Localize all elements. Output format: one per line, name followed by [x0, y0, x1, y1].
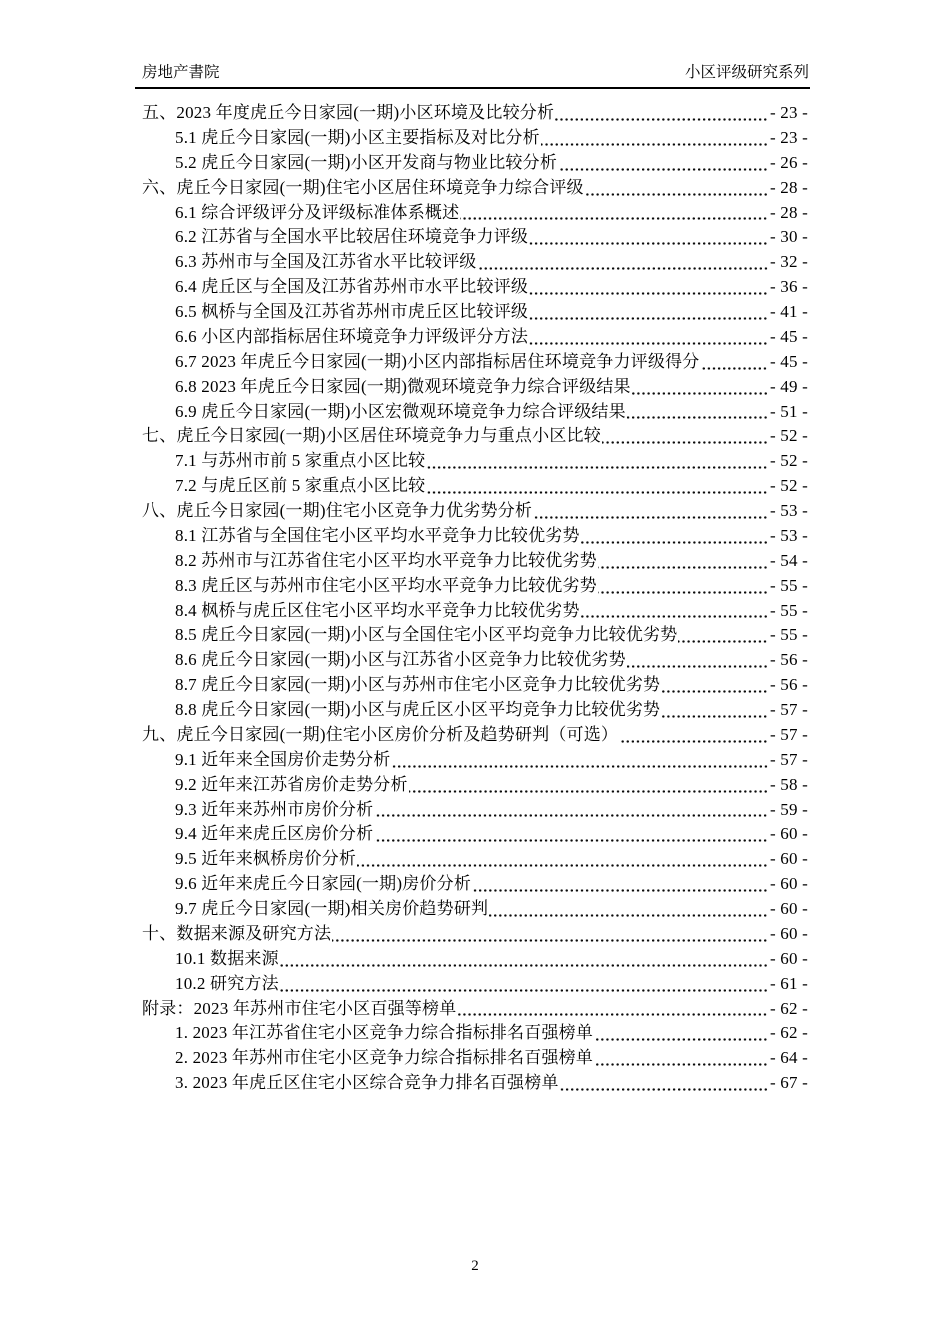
- toc-entry-label: 七、虎丘今日家园(一期)小区居住环境竞争力与重点小区比较: [142, 426, 601, 446]
- footer-page-number: 2: [471, 1258, 479, 1274]
- toc-entry-label: 十、数据来源及研究方法: [142, 923, 332, 943]
- toc-dot-leader: [529, 325, 768, 350]
- toc-entry-label: 5.1 虎丘今日家园(一期)小区主要指标及对比分析: [175, 127, 540, 147]
- toc-entry-label: 2. 2023 年苏州市住宅小区竞争力综合指标排名百强榜单: [175, 1048, 594, 1068]
- toc-entry[interactable]: [142, 499, 808, 524]
- toc-entry-label: 8.3 虎丘区与苏州市住宅小区平均水平竞争力比较优劣势: [175, 575, 597, 595]
- toc-entry-page: - 26 -: [769, 152, 808, 172]
- toc-entry[interactable]: [142, 1046, 808, 1071]
- toc-entry-page: - 55 -: [769, 625, 808, 645]
- toc-entry[interactable]: [142, 847, 808, 872]
- toc-entry-page: - 61 -: [769, 973, 808, 993]
- toc-dot-leader: [594, 1046, 768, 1071]
- toc-entry[interactable]: [142, 449, 808, 474]
- toc-entry-label: 8.8 虎丘今日家园(一期)小区与虎丘区小区平均竞争力比较优劣势: [175, 700, 661, 719]
- toc-entry-label: 9.5 近年来枫桥房价分析: [175, 849, 357, 869]
- toc-dot-leader: [457, 997, 768, 1022]
- toc-entry-label: 八、虎丘今日家园(一期)住宅小区竞争力优劣势分析: [142, 501, 533, 520]
- toc-dot-leader: [489, 897, 768, 922]
- toc-entry-label: 10.1 数据来源: [175, 948, 279, 968]
- toc-entry[interactable]: [142, 623, 808, 648]
- toc-dot-leader: [478, 250, 768, 275]
- toc-entry-page: - 60 -: [769, 899, 808, 918]
- toc-entry[interactable]: [142, 250, 808, 275]
- toc-entry-page: - 60 -: [769, 948, 808, 968]
- toc-entry-label: 10.2 研究方法: [175, 973, 279, 993]
- toc-entry[interactable]: [142, 574, 808, 599]
- toc-dot-leader: [472, 872, 768, 897]
- toc-entry-page: - 60 -: [769, 849, 808, 869]
- toc-entry[interactable]: [142, 524, 808, 549]
- toc-entry-label: 六、虎丘今日家园(一期)住宅小区居住环境竞争力综合评级: [142, 177, 584, 197]
- toc-entry-page: - 49 -: [769, 376, 808, 396]
- toc-entry-page: - 55 -: [769, 575, 808, 595]
- toc-entry[interactable]: [142, 126, 808, 151]
- toc-dot-leader: [529, 300, 768, 325]
- toc-entry[interactable]: [142, 400, 808, 425]
- toc-entry-label: 1. 2023 年江苏省住宅小区竞争力综合指标排名百强榜单: [175, 1023, 594, 1043]
- toc-entry-label: 6.8 2023 年虎丘今日家园(一期)微观环境竞争力综合评级结果: [175, 376, 631, 396]
- toc-dot-leader: [374, 822, 768, 847]
- toc-dot-leader: [627, 648, 768, 673]
- toc-entry-page: - 32 -: [769, 252, 808, 272]
- toc-entry-page: - 60 -: [769, 874, 808, 894]
- toc-entry-page: - 62 -: [769, 998, 808, 1018]
- toc-dot-leader: [460, 201, 768, 226]
- toc-entry-label: 6.3 苏州市与全国及江苏省水平比较评级: [175, 252, 477, 272]
- toc-list: [142, 101, 808, 1096]
- toc-entry[interactable]: [142, 748, 808, 773]
- toc-entry-label: 9.4 近年来虎丘区房价分析: [175, 824, 374, 844]
- toc-entry-label: 9.1 近年来全国房价走势分析: [175, 749, 391, 769]
- toc-dot-leader: [598, 574, 768, 599]
- toc-entry[interactable]: [142, 176, 808, 201]
- toc-entry-label: 9.7 虎丘今日家园(一期)相关房价趋势研判: [175, 899, 489, 918]
- toc-dot-leader: [426, 474, 768, 499]
- header-left-title: 房地产書院: [142, 64, 220, 81]
- toc-dot-leader: [409, 773, 768, 798]
- toc-entry-label: 6.6 小区内部指标居住环境竞争力评级评分方法: [175, 326, 529, 346]
- toc-entry[interactable]: [142, 474, 808, 499]
- toc-dot-leader: [332, 922, 768, 947]
- toc-entry-label: 8.4 枫桥与虎丘区住宅小区平均水平竞争力比较优劣势: [175, 600, 580, 620]
- toc-entry-page: - 59 -: [769, 799, 808, 819]
- toc-entry-page: - 52 -: [769, 451, 808, 471]
- toc-entry-label: 附录：2023 年苏州市住宅小区百强等榜单: [142, 998, 457, 1018]
- toc-entry[interactable]: [142, 201, 808, 226]
- toc-entry-page: - 53 -: [769, 501, 808, 520]
- toc-dot-leader: [392, 748, 768, 773]
- toc-dot-leader: [581, 599, 768, 624]
- toc-entry[interactable]: [142, 300, 808, 325]
- toc-entry-page: - 62 -: [769, 1023, 808, 1043]
- toc-entry-label: 6.2 江苏省与全国水平比较居住环境竞争力评级: [175, 227, 529, 247]
- toc-entry[interactable]: [142, 325, 808, 350]
- toc-entry[interactable]: [142, 798, 808, 823]
- toc-entry[interactable]: [142, 1021, 808, 1046]
- toc-dot-leader: [632, 375, 768, 400]
- toc-dot-leader: [598, 549, 768, 574]
- toc-entry[interactable]: [142, 997, 808, 1022]
- toc-entry-page: - 52 -: [769, 476, 808, 496]
- toc-dot-leader: [700, 350, 767, 375]
- toc-entry-label: 9.6 近年来虎丘今日家园(一期)房价分析: [175, 874, 472, 894]
- toc-dot-leader: [627, 400, 768, 425]
- toc-entry[interactable]: [142, 972, 808, 997]
- toc-entry-page: - 56 -: [769, 675, 808, 695]
- toc-entry-page: - 30 -: [769, 227, 808, 247]
- toc-entry-page: - 60 -: [769, 923, 808, 943]
- toc-entry[interactable]: [142, 225, 808, 250]
- toc-dot-leader: [280, 947, 768, 972]
- header-divider: [135, 87, 810, 89]
- toc-entry-label: 9.3 近年来苏州市房价分析: [175, 799, 374, 819]
- toc-entry-page: - 60 -: [769, 824, 808, 844]
- toc-entry-page: - 28 -: [769, 202, 808, 222]
- toc-entry[interactable]: [142, 773, 808, 798]
- toc-dot-leader: [558, 151, 768, 176]
- toc-dot-leader: [280, 972, 768, 997]
- toc-entry-label: 7.1 与苏州市前 5 家重点小区比较: [175, 451, 426, 471]
- toc-dot-leader: [678, 623, 768, 648]
- toc-entry-page: - 45 -: [769, 326, 808, 346]
- toc-dot-leader: [533, 499, 768, 524]
- toc-entry[interactable]: [142, 897, 808, 922]
- toc-entry[interactable]: [142, 723, 808, 748]
- toc-entry-label: 五、2023 年度虎丘今日家园(一期)小区环境及比较分析: [142, 103, 555, 122]
- toc-entry-label: 8.2 苏州市与江苏省住宅小区平均水平竞争力比较优劣势: [175, 550, 597, 570]
- toc-dot-leader: [555, 101, 768, 126]
- toc-entry-page: - 53 -: [769, 525, 808, 545]
- toc-entry-label: 九、虎丘今日家园(一期)住宅小区房价分析及趋势研判（可选）: [142, 724, 619, 744]
- toc-entry-page: - 23 -: [769, 103, 808, 122]
- toc-entry-label: 6.5 枫桥与全国及江苏省苏州市虎丘区比较评级: [175, 302, 529, 321]
- toc-entry-label: 8.1 江苏省与全国住宅小区平均水平竞争力比较优劣势: [175, 525, 580, 545]
- toc-entry-label: 6.9 虎丘今日家园(一期)小区宏微观环境竞争力综合评级结果: [175, 401, 626, 421]
- toc-entry-label: 6.1 综合评级评分及评级标准体系概述: [175, 202, 460, 222]
- header-right-title: 小区评级研究系列: [684, 64, 809, 81]
- toc-entry[interactable]: [142, 275, 808, 300]
- toc-entry[interactable]: [142, 599, 808, 624]
- toc-entry[interactable]: [142, 822, 808, 847]
- toc-entry-page: - 57 -: [769, 700, 808, 719]
- toc-entry-label: 8.7 虎丘今日家园(一期)小区与苏州市住宅小区竞争力比较优劣势: [175, 675, 661, 695]
- toc-entry-label: 9.2 近年来江苏省房价走势分析: [175, 774, 408, 794]
- toc-dot-leader: [602, 424, 768, 449]
- toc-dot-leader: [560, 1071, 768, 1096]
- toc-entry-page: - 45 -: [769, 351, 808, 371]
- toc-entry-label: 7.2 与虎丘区前 5 家重点小区比较: [175, 476, 426, 496]
- toc-dot-leader: [374, 798, 768, 823]
- toc-entry[interactable]: [142, 375, 808, 400]
- toc-dot-leader: [357, 847, 768, 872]
- toc-entry[interactable]: [142, 922, 808, 947]
- toc-dot-leader: [581, 524, 768, 549]
- toc-entry-page: - 28 -: [769, 177, 808, 197]
- toc-entry-page: - 58 -: [769, 774, 808, 794]
- toc-entry[interactable]: [142, 151, 808, 176]
- toc-entry-label: 3. 2023 年虎丘区住宅小区综合竞争力排名百强榜单: [175, 1073, 559, 1093]
- toc-entry-page: - 54 -: [769, 550, 808, 570]
- toc-entry[interactable]: [142, 549, 808, 574]
- toc-entry-page: - 36 -: [769, 277, 808, 297]
- toc-entry-page: - 41 -: [769, 302, 808, 321]
- toc-dot-leader: [541, 126, 768, 151]
- toc-dot-leader: [529, 275, 768, 300]
- toc-entry-page: - 56 -: [769, 650, 808, 670]
- toc-entry-label: 6.7 2023 年虎丘今日家园(一期)小区内部指标居住环境竞争力评级得分: [175, 351, 700, 371]
- toc-entry[interactable]: [142, 947, 808, 972]
- toc-dot-leader: [529, 225, 768, 250]
- toc-entry-page: - 51 -: [769, 401, 808, 421]
- toc-entry[interactable]: [142, 673, 808, 698]
- toc-dot-leader: [619, 723, 768, 748]
- toc-dot-leader: [585, 176, 768, 201]
- toc-entry[interactable]: [142, 1071, 808, 1096]
- toc-entry-label: 8.5 虎丘今日家园(一期)小区与全国住宅小区平均竞争力比较优劣势: [175, 625, 678, 645]
- toc-entry-page: - 52 -: [769, 426, 808, 446]
- toc-entry-page: - 23 -: [769, 127, 808, 147]
- toc-entry-page: - 57 -: [769, 749, 808, 769]
- toc-entry-page: - 64 -: [769, 1048, 808, 1068]
- toc-entry-label: 5.2 虎丘今日家园(一期)小区开发商与物业比较分析: [175, 152, 558, 172]
- toc-entry[interactable]: [142, 350, 808, 375]
- toc-entry[interactable]: [142, 101, 808, 126]
- toc-entry-page: - 57 -: [769, 724, 808, 744]
- toc-dot-leader: [594, 1021, 768, 1046]
- toc-dot-leader: [661, 698, 768, 723]
- toc-entry[interactable]: [142, 872, 808, 897]
- toc-entry[interactable]: [142, 648, 808, 673]
- toc-dot-leader: [661, 673, 768, 698]
- toc-entry-page: - 67 -: [769, 1073, 808, 1093]
- toc-entry-page: - 55 -: [769, 600, 808, 620]
- toc-entry[interactable]: [142, 424, 808, 449]
- toc-entry-label: 6.4 虎丘区与全国及江苏省苏州市水平比较评级: [175, 277, 529, 297]
- toc-dot-leader: [426, 449, 768, 474]
- toc-entry-label: 8.6 虎丘今日家园(一期)小区与江苏省小区竞争力比较优劣势: [175, 650, 626, 670]
- toc-entry[interactable]: [142, 698, 808, 723]
